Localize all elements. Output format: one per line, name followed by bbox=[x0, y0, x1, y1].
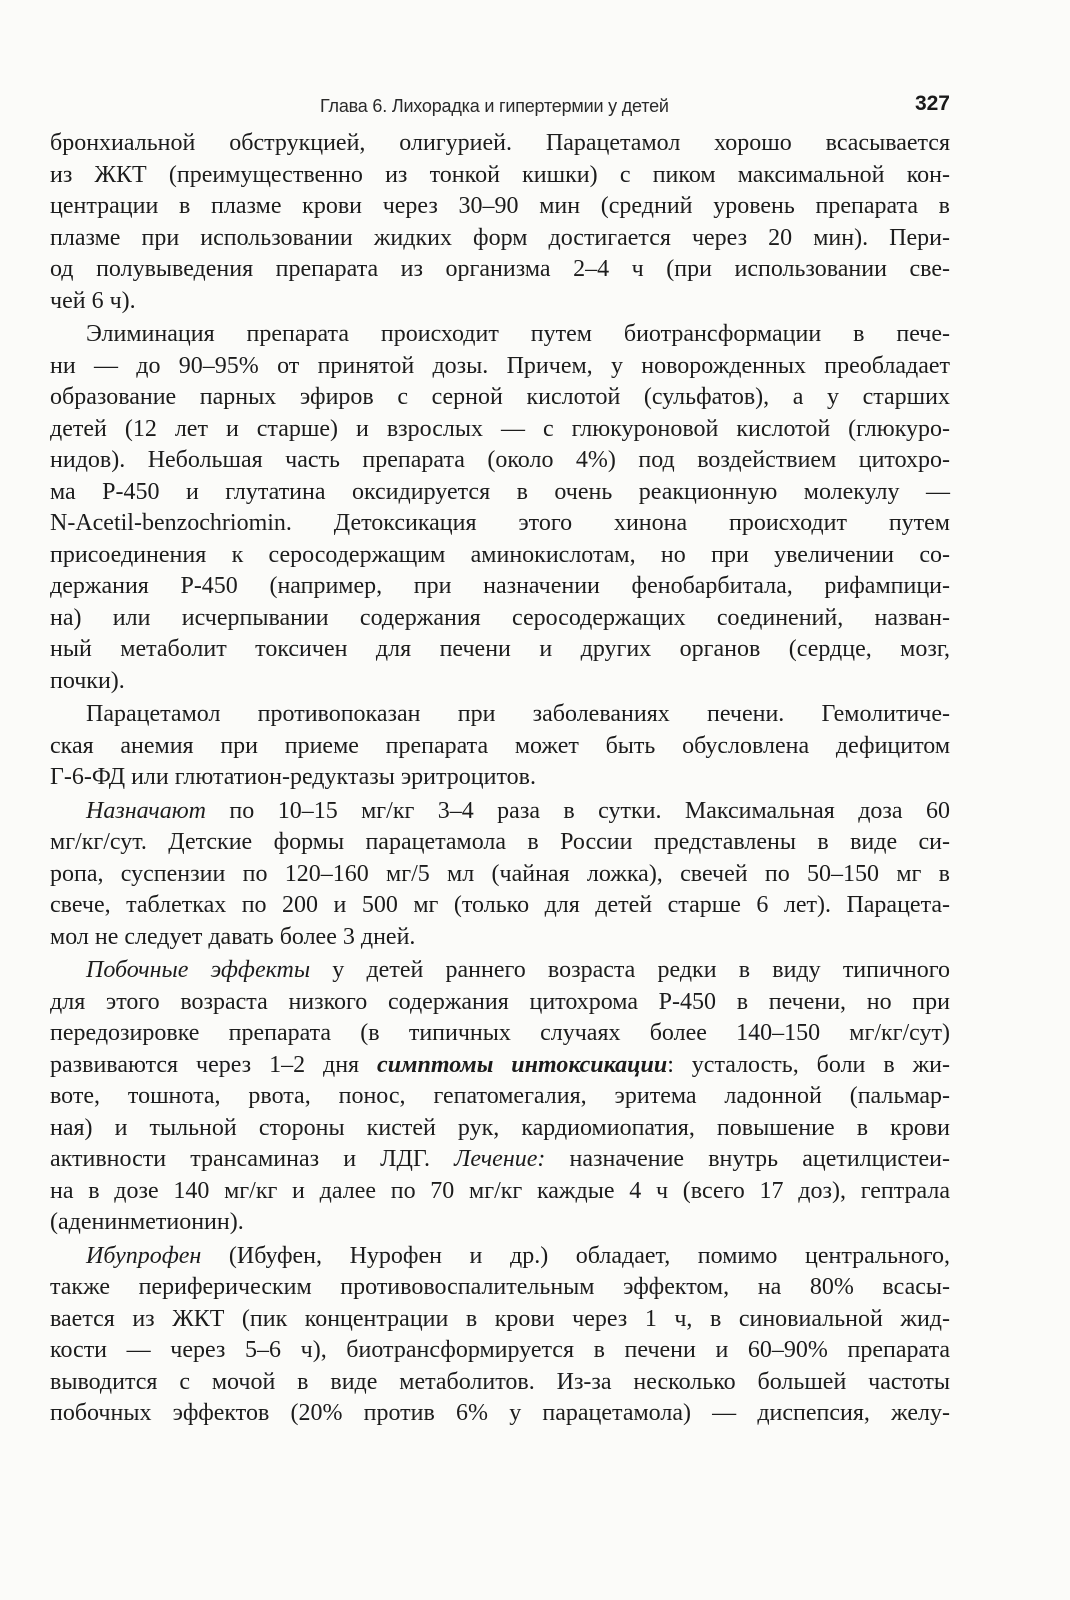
text-run: центрации в плазме крови через 30–90 мин (средний уровень препарата в bbox=[50, 193, 950, 219]
text-run: развиваются через 1–2 дня bbox=[50, 1051, 378, 1078]
text-run: N-Acetil-benzochriomin. Детоксикация этого хинона происходит путем bbox=[50, 510, 950, 536]
text-run: Г-6-ФД или глютатион-редуктазы эритроцитов. bbox=[50, 764, 536, 790]
text-line bbox=[50, 382, 950, 414]
text-run: на в дозе 140 мг/кг и далее по 70 мг/кг каждые 4 ч (всего 17 доз), гептрала bbox=[50, 1177, 950, 1204]
italic-term: Назначают bbox=[86, 797, 206, 824]
chapter-title: Глава 6. Лихорадка и гипертермии у детей bbox=[320, 96, 669, 116]
text-line bbox=[50, 1241, 950, 1273]
text-line bbox=[50, 1144, 950, 1176]
text-line bbox=[50, 1081, 950, 1113]
text-line bbox=[50, 1050, 950, 1082]
body-text bbox=[50, 128, 950, 1430]
text-line bbox=[50, 254, 950, 286]
text-line bbox=[50, 1018, 950, 1050]
text-line bbox=[50, 128, 950, 160]
text-run: кости — через 5–6 ч), биотрансформируется в печени и 60–90% препарата bbox=[50, 1337, 950, 1363]
text-line bbox=[50, 508, 950, 540]
text-line bbox=[50, 1113, 950, 1145]
page-number: 327 bbox=[914, 92, 950, 115]
text-run: по 10–15 мг/кг 3–4 раза в сутки. Максимальная доза 60 bbox=[206, 797, 950, 824]
text-line bbox=[50, 160, 950, 192]
paragraph bbox=[50, 796, 950, 954]
text-run: почки). bbox=[50, 667, 125, 694]
text-run: мг/кг/сут. Детские формы парацетамола в России представлены в виде си- bbox=[50, 829, 950, 855]
text-run: Элиминация препарата происходит путем биотрансформации в пече- bbox=[86, 321, 950, 347]
text-run: ная) и тыльной стороны кистей рук, кардиомиопатия, повышение в крови bbox=[50, 1114, 950, 1141]
text-line bbox=[50, 1176, 950, 1208]
text-run: ный метаболит токсичен для печени и других органов (сердце, мозг, bbox=[50, 636, 950, 662]
text-run: назначение внутрь ацетилцистеи- bbox=[545, 1146, 950, 1172]
book-page bbox=[50, 84, 950, 1432]
text-line bbox=[50, 445, 950, 477]
text-run: од полувыведения препарата из организма 2–4 ч (при использовании све- bbox=[50, 256, 950, 282]
text-run: ни — до 90–95% от принятой дозы. Причем, у новорожденных преобладает bbox=[50, 352, 950, 379]
text-run: Парацетамол противопоказан при заболеваниях печени. Гемолитиче- bbox=[86, 701, 950, 727]
text-run: свече, таблетках по 200 и 500 мг (только для детей старше 6 лет). Парацета- bbox=[50, 892, 950, 918]
text-run: (Ибуфен, Нурофен и др.) обладает, помимо центрального, bbox=[201, 1242, 950, 1269]
text-run: (аденинметионин). bbox=[50, 1209, 244, 1235]
text-line bbox=[50, 987, 950, 1019]
text-run: вается из ЖКТ (пик концентрации в крови через 1 ч, в синовиальной жид- bbox=[50, 1305, 950, 1332]
paragraph bbox=[50, 319, 950, 697]
text-line bbox=[50, 1304, 950, 1336]
text-line bbox=[50, 571, 950, 603]
text-line bbox=[50, 351, 950, 383]
paragraph bbox=[50, 955, 950, 1239]
text-line bbox=[50, 731, 950, 763]
text-line bbox=[50, 477, 950, 509]
text-line bbox=[50, 634, 950, 666]
text-line bbox=[50, 699, 950, 731]
text-line bbox=[50, 796, 950, 828]
text-run: активности трансаминаз и ЛДГ. bbox=[50, 1146, 455, 1172]
text-run: передозировке препарата (в типичных случаях более 140–150 мг/кг/сут) bbox=[50, 1020, 950, 1046]
text-run: ская анемия при приеме препарата может быть обусловлена дефицитом bbox=[50, 732, 950, 759]
text-run: воте, тошнота, рвота, понос, гепатомегалия, эритема ладонной (пальмар- bbox=[50, 1083, 950, 1109]
text-run: образование парных эфиров с серной кислотой (сульфатов), а у старших bbox=[50, 384, 950, 410]
text-line bbox=[50, 955, 950, 987]
text-run: : усталость, боли в жи- bbox=[667, 1051, 951, 1078]
running-head bbox=[50, 84, 950, 128]
text-line bbox=[50, 827, 950, 859]
text-run: для этого возраста низкого содержания цитохрома Р-450 в печени, но при bbox=[50, 988, 950, 1015]
text-line bbox=[50, 1398, 950, 1430]
paragraph bbox=[50, 1241, 950, 1430]
text-line bbox=[50, 223, 950, 255]
paragraph bbox=[50, 128, 950, 317]
italic-term: Ибупрофен bbox=[86, 1242, 202, 1269]
text-line bbox=[50, 922, 950, 954]
text-line bbox=[50, 286, 950, 318]
text-line bbox=[50, 1367, 950, 1399]
text-run: из ЖКТ (преимущественно из тонкой кишки) с пиком максимальной кон- bbox=[50, 161, 950, 188]
text-run: ропа, суспензии по 120–160 мг/5 мл (чайная ложка), свечей по 50–150 мг в bbox=[50, 860, 950, 887]
text-run: присоединения к серосодержащим аминокислотам, но при увеличении со- bbox=[50, 541, 950, 568]
text-line bbox=[50, 1335, 950, 1367]
text-run: ма Р-450 и глутатина оксидируется в очень реакционную молекулу — bbox=[50, 478, 950, 505]
text-run: нидов). Небольшая часть препарата (около 4%) под воздействием цитохро- bbox=[50, 447, 950, 473]
text-line bbox=[50, 603, 950, 635]
text-run: побочных эффектов (20% против 6% у парацетамола) — диспепсия, желу- bbox=[50, 1400, 950, 1426]
text-run: чей 6 ч). bbox=[50, 287, 136, 314]
text-run: детей (12 лет и старше) и взрослых — с глюкуроновой кислотой (глюкуро- bbox=[50, 415, 950, 442]
text-run: также периферическим противовоспалительным эффектом, на 80% всасы- bbox=[50, 1274, 950, 1300]
text-line bbox=[50, 1272, 950, 1304]
text-run: держания Р-450 (например, при назначении фенобарбитала, рифампици- bbox=[50, 573, 950, 599]
text-line bbox=[50, 319, 950, 351]
text-run: плазме при использовании жидких форм достигается через 20 мин). Пери- bbox=[50, 224, 950, 251]
text-run: мол не следует давать более 3 дней. bbox=[50, 923, 416, 950]
text-run: бронхиальной обструкцией, олигурией. Парацетамол хорошо всасывается bbox=[50, 130, 950, 156]
text-run: у детей раннего возраста редки в виду типичного bbox=[310, 957, 951, 983]
text-line bbox=[50, 890, 950, 922]
paragraph bbox=[50, 699, 950, 794]
text-line bbox=[50, 859, 950, 891]
text-line bbox=[50, 191, 950, 223]
text-run: выводится с мочой в виде метаболитов. Из-за несколько большей частоты bbox=[50, 1368, 950, 1395]
text-line bbox=[50, 762, 950, 794]
italic-term: Лечение: bbox=[454, 1146, 546, 1172]
text-run: на) или исчерпывании содержания серосодержащих соединений, назван- bbox=[50, 604, 950, 631]
text-line bbox=[50, 666, 950, 698]
bold-italic-term: симптомы интоксикации bbox=[377, 1051, 668, 1078]
text-line bbox=[50, 540, 950, 572]
text-line bbox=[50, 1207, 950, 1239]
text-line bbox=[50, 414, 950, 446]
italic-term: Побочные эффекты bbox=[86, 957, 311, 983]
